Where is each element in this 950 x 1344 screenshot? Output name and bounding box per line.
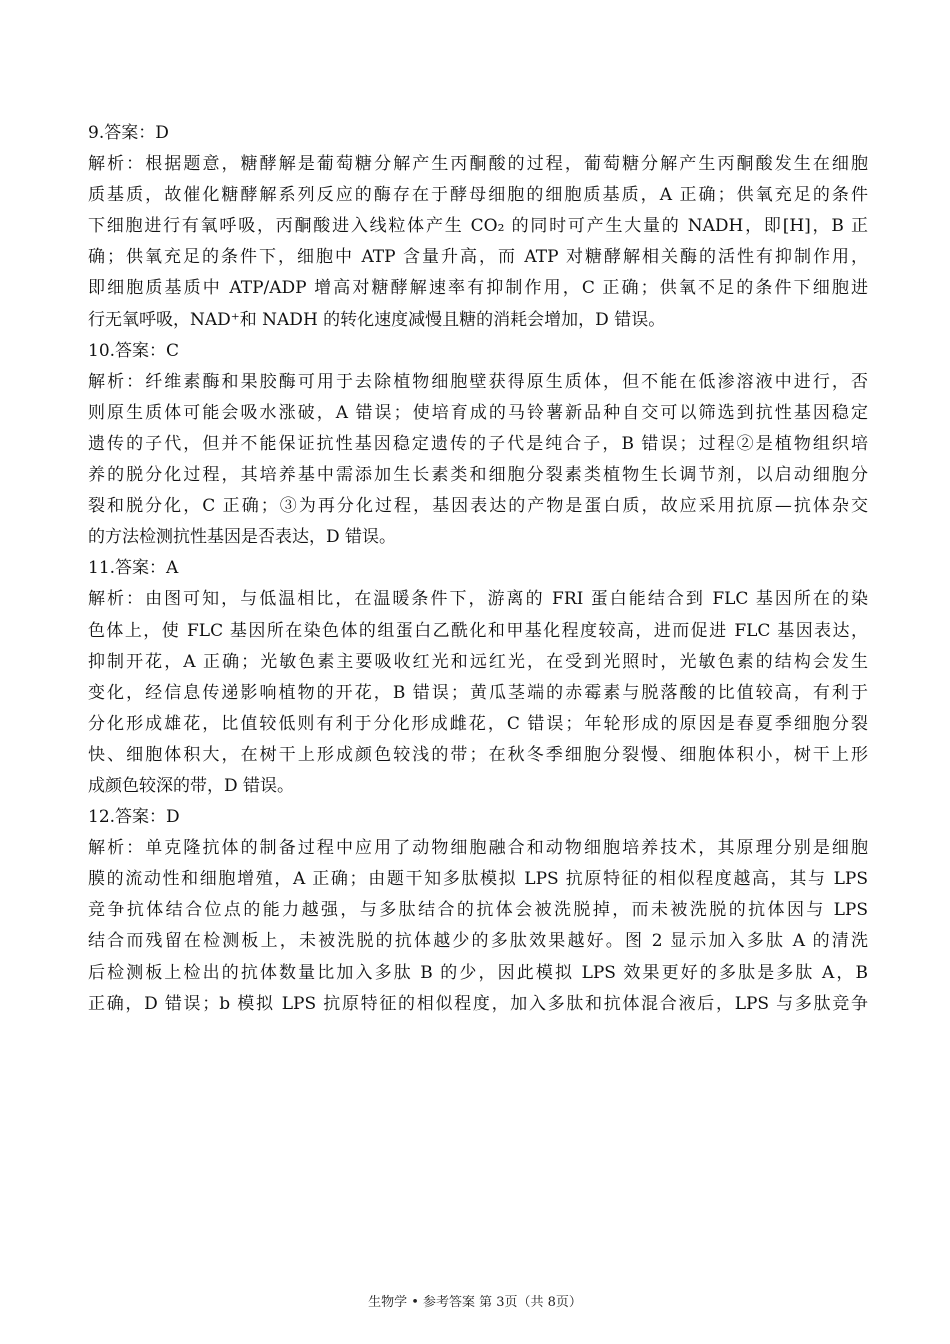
explanation-line: 色体上，使 FLC 基因所在染色体的组蛋白乙酰化和甲基化程度较高，进而促进 FLC 基因表达， [88,620,868,641]
answer-item-9 [88,118,868,336]
explanation-line: 养的脱分化过程，其培养基中需添加生长素类和细胞分裂素类植物生长调节剂，以启动细胞分 [88,465,868,486]
answer-line: 9.答案：D [88,123,169,143]
answer-line: 11.答案：A [88,558,179,579]
answer-item-11 [88,553,868,802]
explanation-line: 遗传的子代，但并不能保证抗性基因稳定遗传的子代是纯合子，B 错误；过程②是植物组织培 [88,433,868,454]
answer-line: 12.答案：D [88,807,180,828]
explanation-line: 变化，经信息传递影响植物的开花，B 错误；黄瓜茎端的赤霉素与脱落酸的比值较高，有利于 [88,682,868,703]
explanation-line: 分化形成雄花，比值较低则有利于分化形成雌花，C 错误；年轮形成的原因是春夏季细胞分裂 [88,713,868,734]
explanation-line: 裂和脱分化，C 正确；③为再分化过程，基因表达的产物是蛋白质，故应采用抗原—抗体杂交 [88,496,868,517]
explanation-line: 质基质，故催化糖酵解系列反应的酶存在于酵母细胞的细胞质基质，A 正确；供氧充足的条件 [88,185,868,206]
explanation-line: 行无氧呼吸，NAD⁺和 NADH 的转化速度减慢且糖的消耗会增加，D 错误。 [88,309,666,330]
explanation-line: 解析：由图可知，与低温相比，在温暖条件下，游离的 FRI 蛋白能结合到 FLC 基因所在的染 [88,589,868,610]
explanation-line: 膜的流动性和细胞增殖，A 正确；由题干知多肽模拟 LPS 抗原特征的相似程度越高，其与 LPS [88,869,868,890]
explanation-line: 解析：根据题意，糖酵解是葡萄糖分解产生丙酮酸的过程，葡萄糖分解产生丙酮酸发生在细胞 [88,154,868,175]
explanation-line: 结合而残留在检测板上，未被洗脱的抗体越少的多肽效果越好。图 2 显示加入多肽 A 的清洗 [88,931,868,952]
page-footer: 生物学 • 参考答案 第 3页（共 8页） [368,1295,582,1310]
explanation-line: 即细胞质基质中 ATP/ADP 增高对糖酵解速率有抑制作用，C 正确；供氧不足的条件下细胞进 [88,278,868,299]
explanation-line: 抑制开花，A 正确；光敏色素主要吸收红光和远红光，在受到光照时，光敏色素的结构会发生 [88,651,868,672]
explanation-line: 正确，D 错误；b 模拟 LPS 抗原特征的相似程度，加入多肽和抗体混合液后，LPS 与多肽竞争 [88,993,868,1014]
explanation-line: 的方法检测抗性基因是否表达，D 错误。 [88,527,397,548]
explanation-line: 后检测板上检出的抗体数量比加入多肽 B 的少，因此模拟 LPS 效果更好的多肽是多肽 A，B [88,962,868,983]
explanation-line: 下细胞进行有氧呼吸，丙酮酸进入线粒体产生 CO₂ 的同时可产生大量的 NADH，即[H]，B 正 [88,216,868,237]
answer-item-10 [88,336,868,554]
explanation-line: 则原生质体可能会吸水涨破，A 错误；使培育成的马铃薯新品种自交可以筛选到抗性基因稳定 [88,402,868,423]
explanation-line: 快、细胞体积大，在树干上形成颜色较浅的带；在秋冬季细胞分裂慢、细胞体积小，树干上形 [88,744,868,765]
answer-explanations [88,118,868,1020]
explanation-line: 竞争抗体结合位点的能力越强，与多肽结合的抗体会被洗脱掉，而未被洗脱的抗体因与 LPS [88,900,868,921]
explanation-line: 解析：单克隆抗体的制备过程中应用了动物细胞融合和动物细胞培养技术，其原理分别是细胞 [88,838,868,859]
explanation-line: 解析：纤维素酶和果胶酶可用于去除植物细胞壁获得原生质体，但不能在低渗溶液中进行，否 [88,371,868,392]
answer-line: 10.答案：C [88,340,180,361]
answer-item-12 [88,802,868,1020]
explanation-line: 确；供氧充足的条件下，细胞中 ATP 含量升高，而 ATP 对糖酵解相关酶的活性有抑制作用， [88,247,868,268]
explanation-line: 成颜色较深的带，D 错误。 [88,775,295,796]
